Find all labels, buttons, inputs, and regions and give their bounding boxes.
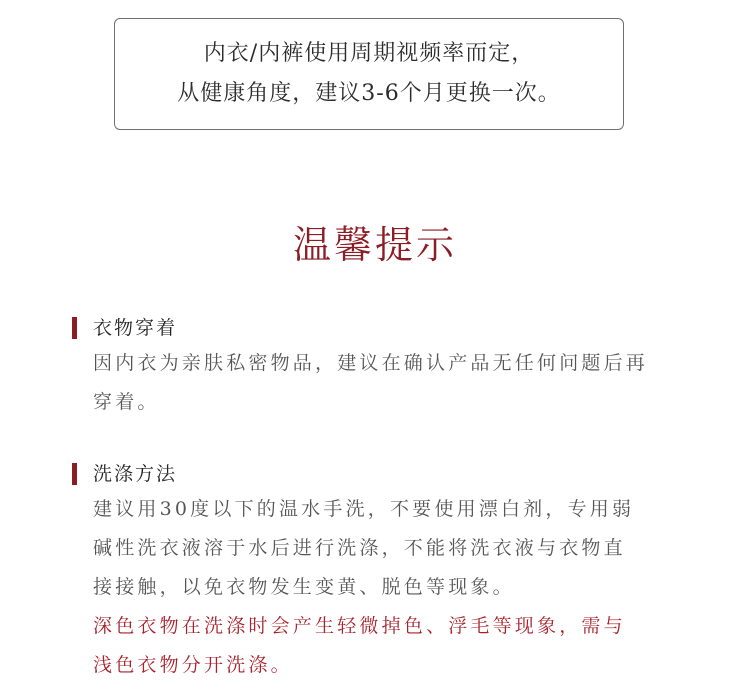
section-washing [72,460,712,685]
warm-tips-heading: 温馨提示 [292,223,457,267]
section-body-washing [72,490,712,685]
section-title-text: 衣物穿着 [93,317,178,339]
body-line: 碱性洗衣液溶于水后进行洗涤，不能将洗衣液与衣物直 [93,537,626,559]
section-title-wearing [72,314,712,342]
section-wearing [72,314,712,422]
warning-line: 浅色衣物分开洗涤。 [93,654,293,676]
notice-line-1: 内衣/内裤使用周期视频率而定， [203,41,535,66]
section-body-wearing [72,344,712,422]
section-accent-bar [72,463,77,485]
body-line: 穿着。 [93,391,160,413]
notice-line-2: 从健康角度，建议3-6个月更换一次。 [177,81,561,106]
body-line: 因内衣为亲肤私密物品，建议在确认产品无任何问题后再 [93,352,649,374]
section-title-washing [72,460,712,488]
section-accent-bar [72,317,77,339]
warning-line: 深色衣物在洗涤时会产生轻微掉色、浮毛等现象，需与 [93,615,626,637]
body-line: 接接触，以免衣物发生变黄、脱色等现象。 [93,576,515,598]
section-title-text: 洗涤方法 [93,463,178,485]
body-line: 建议用30度以下的温水手洗，不要使用漂白剂，专用弱 [93,498,635,520]
usage-cycle-notice-box [114,18,624,130]
